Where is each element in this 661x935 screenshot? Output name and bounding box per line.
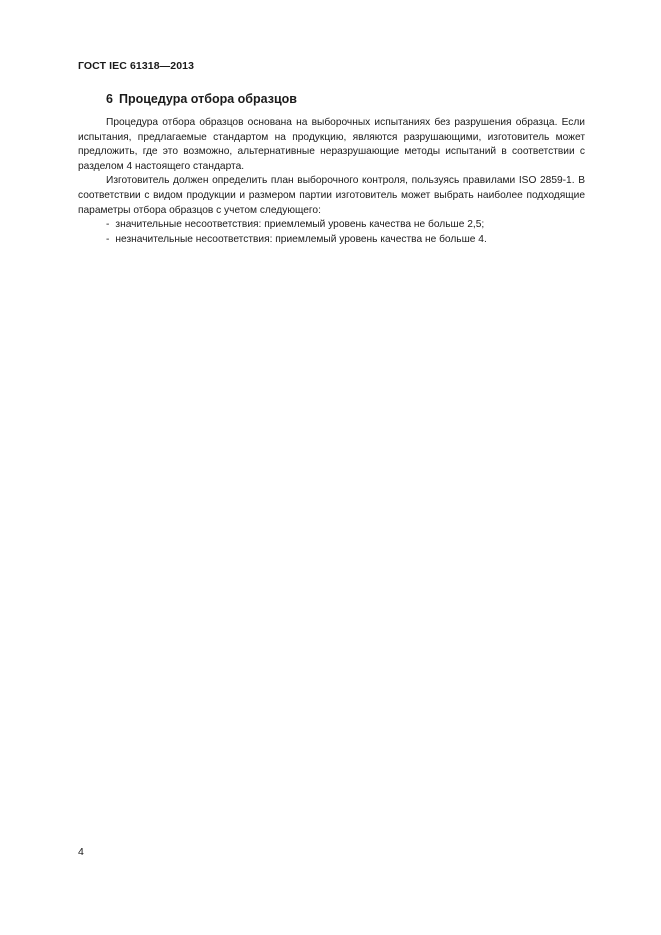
section-title-text: Процедура отбора образцов — [118, 92, 297, 106]
list-marker: - — [106, 233, 110, 245]
paragraph-2: Изготовитель должен определить план выборочного контроля, пользуясь правилами ISO 2859-1. В соответствии с видом продукции и размером партии изготовитель может выбрать наиболее подходящие параметры отбора образцов с учетом следующего: — [78, 175, 585, 216]
page-number: 4 — [78, 846, 84, 858]
section-body — [78, 116, 585, 247]
paragraph-1: Процедура отбора образцов основана на выборочных испытаниях без разрушения образца. Если испытания, предлагаемые стандартом на продукцию, являются разрушающими, изготовитель может предложить, где это возможно, альтернативные неразрушающие методы испытаний в соответствии с разделом 4 настоящего стандарта. — [78, 117, 585, 172]
requirements-list — [78, 218, 585, 247]
section-title — [106, 92, 297, 106]
list-item — [78, 218, 585, 233]
list-item-text: незначительные несоответствия: приемлемый уровень качества не больше 4. — [115, 233, 487, 245]
document-header: ГОСТ IEC 61318—2013 — [78, 60, 195, 72]
section-number: 6 — [106, 92, 113, 106]
list-item-text: значительные несоответствия: приемлемый уровень качества не больше 2,5; — [115, 219, 485, 231]
list-item — [78, 233, 585, 248]
list-marker: - — [106, 219, 110, 231]
